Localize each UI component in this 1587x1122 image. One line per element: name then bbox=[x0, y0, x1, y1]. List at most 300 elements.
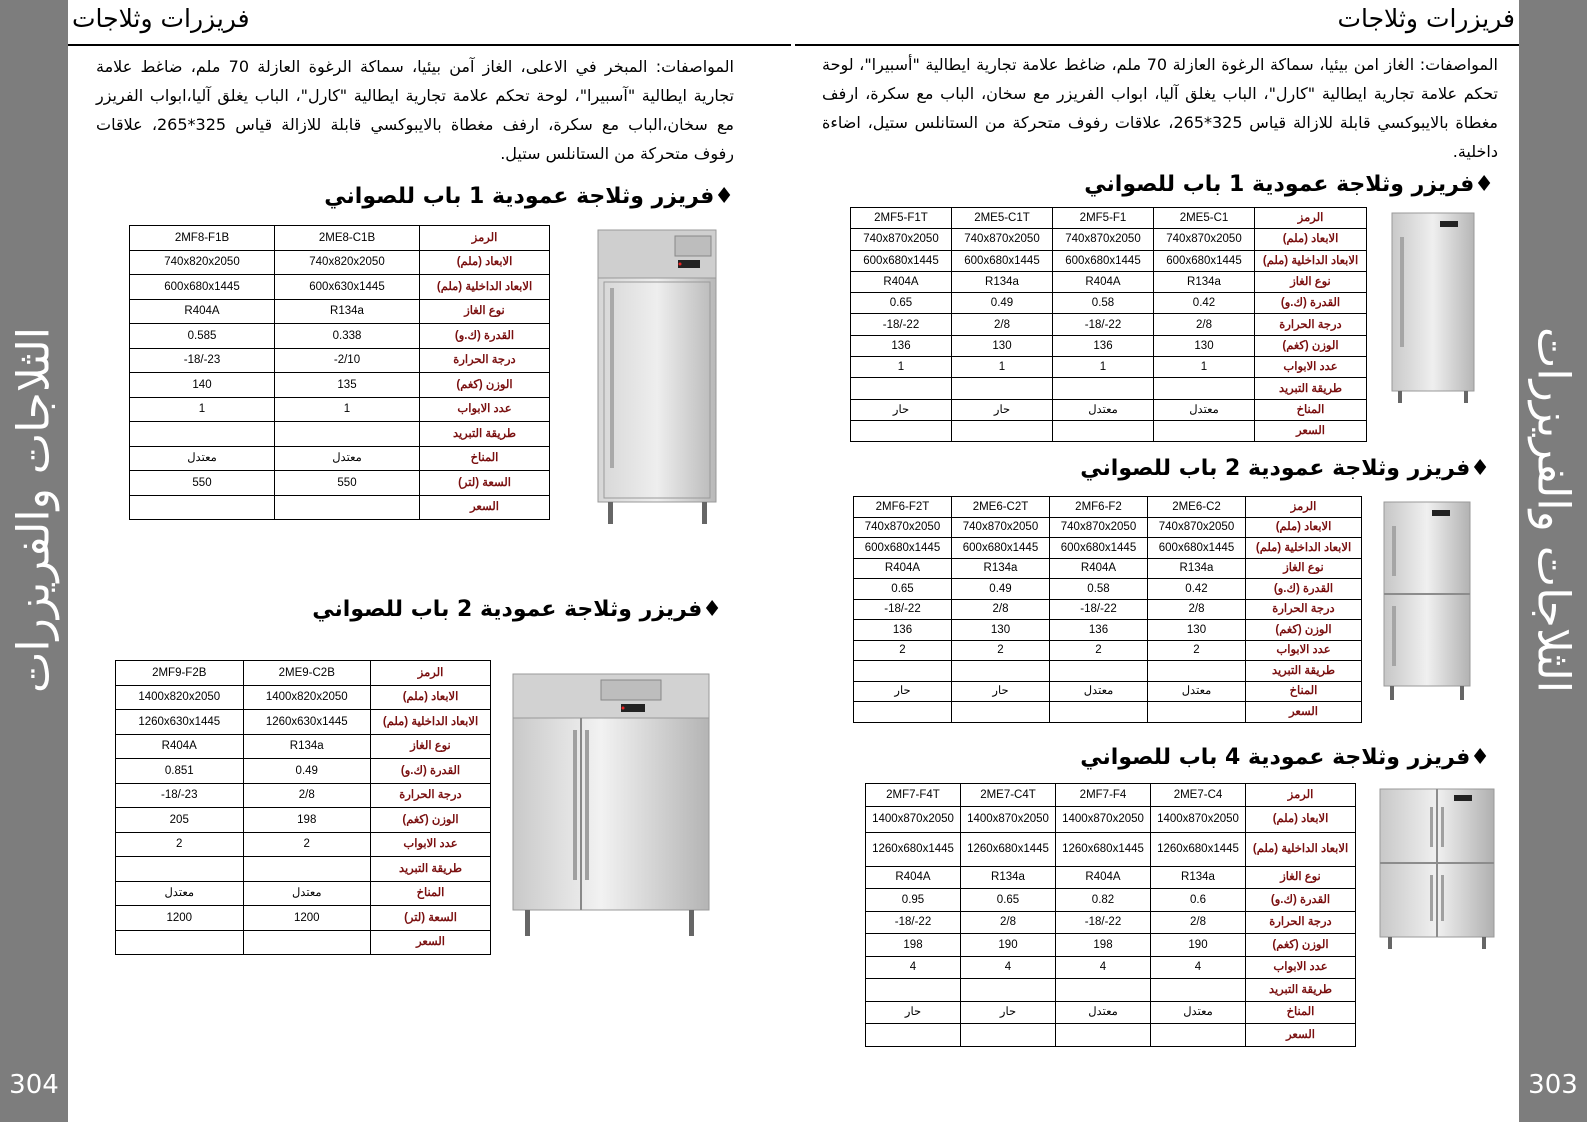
table-cell: 600x680x1445 bbox=[952, 250, 1053, 271]
table-cell: 0.58 bbox=[1053, 293, 1154, 314]
table-cell: 1 bbox=[275, 397, 420, 422]
table-cell: 135 bbox=[275, 373, 420, 398]
table-cell: 1 bbox=[952, 357, 1053, 378]
table-cell: -18/-22 bbox=[1050, 599, 1148, 620]
right-sidebar bbox=[1519, 0, 1587, 1122]
table-cell: 0.82 bbox=[1056, 889, 1151, 912]
row-label: القدرة (ك.و) bbox=[420, 324, 550, 349]
table-cell: 0.585 bbox=[130, 324, 275, 349]
table-row bbox=[854, 620, 1362, 641]
table-cell: 198 bbox=[1056, 934, 1151, 957]
table-cell bbox=[851, 420, 952, 441]
table-row bbox=[854, 517, 1362, 538]
table-cell: 2MF5-F1T bbox=[851, 208, 952, 229]
table-cell bbox=[952, 378, 1053, 399]
table-cell bbox=[130, 495, 275, 520]
row-label: درجة الحرارة bbox=[420, 348, 550, 373]
table-cell: -18/-23 bbox=[116, 783, 244, 808]
row-label: المناخ bbox=[1246, 681, 1362, 702]
table-cell: 740x870x2050 bbox=[1148, 517, 1246, 538]
table-row bbox=[851, 271, 1367, 292]
table-cell: 2ME7-C4T bbox=[961, 784, 1056, 807]
table-cell: 600x680x1445 bbox=[1148, 538, 1246, 559]
table-cell: 600x680x1445 bbox=[1050, 538, 1148, 559]
table-cell bbox=[866, 1024, 961, 1047]
row-label: درجة الحرارة bbox=[1255, 314, 1367, 335]
row-label: الابعاد الداخلية (ملم) bbox=[1246, 832, 1356, 866]
table-cell: 2MF7-F4 bbox=[1056, 784, 1151, 807]
table-cell: 740x870x2050 bbox=[854, 517, 952, 538]
table-row bbox=[866, 889, 1356, 912]
table-cell: معتدل bbox=[1053, 399, 1154, 420]
table-cell: -18/-23 bbox=[130, 348, 275, 373]
table-cell: 2ME6-C2 bbox=[1148, 497, 1246, 518]
fridge-4-door-image-right bbox=[1374, 783, 1500, 951]
table-cell bbox=[1056, 1024, 1151, 1047]
table-cell: حار bbox=[952, 399, 1053, 420]
row-label: عدد الابواب bbox=[1255, 357, 1367, 378]
table-cell: 1400x870x2050 bbox=[961, 806, 1056, 832]
table-row bbox=[851, 378, 1367, 399]
table-cell: 2ME9-C2B bbox=[243, 661, 371, 686]
right-spec-table-1 bbox=[850, 207, 1367, 442]
table-cell: 0.65 bbox=[961, 889, 1056, 912]
table-row bbox=[130, 250, 550, 275]
table-row bbox=[854, 640, 1362, 661]
table-row bbox=[866, 832, 1356, 866]
table-cell: R404A bbox=[130, 299, 275, 324]
table-cell: 2MF5-F1 bbox=[1053, 208, 1154, 229]
table-row bbox=[130, 324, 550, 349]
table-row bbox=[851, 420, 1367, 441]
table-cell: R404A bbox=[1050, 558, 1148, 579]
table-cell: 190 bbox=[1151, 934, 1246, 957]
table-cell: 2MF6-F2 bbox=[1050, 497, 1148, 518]
row-label: السعة (لتر) bbox=[371, 906, 491, 931]
table-row bbox=[854, 558, 1362, 579]
table-row bbox=[866, 979, 1356, 1002]
left-spec-table-2 bbox=[115, 660, 491, 955]
table-cell bbox=[961, 979, 1056, 1002]
table-cell: 2 bbox=[1148, 640, 1246, 661]
table-cell: -18/-22 bbox=[1053, 314, 1154, 335]
table-cell bbox=[275, 495, 420, 520]
table-cell: R404A bbox=[854, 558, 952, 579]
right-section-2-title: ♦فريزر وثلاجة عمودية 2 باب للصواني bbox=[1080, 456, 1490, 481]
right-side-title: الثلاجات والفريزرات bbox=[1527, 326, 1579, 694]
table-cell: R134a bbox=[961, 866, 1056, 889]
table-cell: -18/-22 bbox=[854, 599, 952, 620]
table-row bbox=[116, 930, 491, 955]
table-cell: 550 bbox=[130, 471, 275, 496]
table-row bbox=[116, 783, 491, 808]
table-row bbox=[854, 681, 1362, 702]
row-label: الوزن (كغم) bbox=[1246, 934, 1356, 957]
table-cell: 0.65 bbox=[854, 579, 952, 600]
row-label: نوع الغاز bbox=[1255, 271, 1367, 292]
table-row bbox=[116, 832, 491, 857]
table-cell: 1 bbox=[1154, 357, 1255, 378]
table-row bbox=[130, 275, 550, 300]
table-cell: 2/8 bbox=[1151, 911, 1246, 934]
table-row bbox=[866, 866, 1356, 889]
row-label: طريقة التبريد bbox=[371, 857, 491, 882]
table-row bbox=[854, 661, 1362, 682]
table-cell: 2ME5-C1 bbox=[1154, 208, 1255, 229]
table-cell: 740x870x2050 bbox=[851, 229, 952, 250]
table-cell: حار bbox=[851, 399, 952, 420]
table-cell: 198 bbox=[866, 934, 961, 957]
right-section-3-title: ♦فريزر وثلاجة عمودية 4 باب للصواني bbox=[1080, 745, 1490, 770]
row-label: الوزن (كغم) bbox=[1246, 620, 1362, 641]
table-cell bbox=[1148, 702, 1246, 723]
row-label: طريقة التبريد bbox=[1255, 378, 1367, 399]
table-cell: 2ME7-C4 bbox=[1151, 784, 1246, 807]
table-row bbox=[866, 1001, 1356, 1024]
table-cell: R404A bbox=[866, 866, 961, 889]
table-row bbox=[130, 495, 550, 520]
row-label: نوع الغاز bbox=[420, 299, 550, 324]
table-cell bbox=[952, 420, 1053, 441]
table-cell: R404A bbox=[851, 271, 952, 292]
table-cell bbox=[1154, 378, 1255, 399]
row-label: السعر bbox=[420, 495, 550, 520]
table-cell: R404A bbox=[116, 734, 244, 759]
right-spec-table-3 bbox=[865, 783, 1356, 1047]
row-label: عدد الابواب bbox=[420, 397, 550, 422]
right-spec-table-2 bbox=[853, 496, 1362, 723]
left-section-2-title: ♦فريزر وثلاجة عمودية 2 باب للصواني bbox=[312, 597, 722, 622]
table-cell bbox=[854, 661, 952, 682]
table-cell: 740x870x2050 bbox=[1154, 229, 1255, 250]
table-cell: 0.6 bbox=[1151, 889, 1246, 912]
table-row bbox=[866, 806, 1356, 832]
row-label: القدرة (ك.و) bbox=[1246, 889, 1356, 912]
table-cell bbox=[1148, 661, 1246, 682]
table-row bbox=[130, 373, 550, 398]
table-row bbox=[851, 399, 1367, 420]
table-cell: 2MF8-F1B bbox=[130, 226, 275, 251]
table-cell: 130 bbox=[952, 335, 1053, 356]
row-label: القدرة (ك.و) bbox=[371, 759, 491, 784]
fridge-1-door-image-left bbox=[580, 222, 720, 534]
table-cell: معتدل bbox=[1154, 399, 1255, 420]
fridge-2-door-image-right bbox=[1372, 496, 1484, 704]
table-cell: 740x870x2050 bbox=[1053, 229, 1154, 250]
table-cell: 600x680x1445 bbox=[952, 538, 1050, 559]
table-row bbox=[116, 685, 491, 710]
table-cell: معتدل bbox=[1050, 681, 1148, 702]
row-label: عدد الابواب bbox=[1246, 640, 1362, 661]
table-cell: 1260x630x1445 bbox=[243, 710, 371, 735]
table-cell: 1400x870x2050 bbox=[1056, 806, 1151, 832]
left-spec-text: المواصفات: المبخر في الاعلى، الغاز آمن بيئيا، سماكة الرغوة العازلة 70 ملم، ضاغط علامة تجارية ايطالية "آسبيرا"، لوحة تحكم علامة تجارية ايطالية "كارل"، الباب يغلق آليا،ابواب الفريزر مع سخان،الباب مع سكرة، ارفف مغطاة بالايبوكسي قابلة للازالة قياس 325*265، علاقات رفوف متحركة من الستانلس ستيل. bbox=[96, 57, 734, 163]
table-row bbox=[130, 299, 550, 324]
table-row bbox=[851, 250, 1367, 271]
table-cell: 4 bbox=[1056, 956, 1151, 979]
table-cell: 1400x870x2050 bbox=[1151, 806, 1246, 832]
table-cell: R134a bbox=[952, 271, 1053, 292]
table-cell: حار bbox=[952, 681, 1050, 702]
table-cell: 136 bbox=[1050, 620, 1148, 641]
table-cell: R134a bbox=[1151, 866, 1246, 889]
table-row bbox=[851, 314, 1367, 335]
table-cell: 136 bbox=[854, 620, 952, 641]
left-side-title: الثلاجات والفريزرات bbox=[8, 326, 60, 694]
table-cell: 0.338 bbox=[275, 324, 420, 349]
table-cell bbox=[851, 378, 952, 399]
table-cell bbox=[1050, 661, 1148, 682]
table-row bbox=[116, 857, 491, 882]
left-page-header: فريزرات وثلاجات bbox=[72, 4, 250, 33]
row-label: نوع الغاز bbox=[371, 734, 491, 759]
table-row bbox=[851, 208, 1367, 229]
table-row bbox=[130, 348, 550, 373]
table-row bbox=[130, 422, 550, 447]
page-number-left: 304 bbox=[9, 1070, 59, 1100]
table-cell: 2ME6-C2T bbox=[952, 497, 1050, 518]
table-cell: R134a bbox=[243, 734, 371, 759]
row-label: طريقة التبريد bbox=[420, 422, 550, 447]
table-row bbox=[854, 599, 1362, 620]
table-cell: 600x680x1445 bbox=[130, 275, 275, 300]
table-cell bbox=[1053, 378, 1154, 399]
table-cell: 0.95 bbox=[866, 889, 961, 912]
table-cell: R134a bbox=[952, 558, 1050, 579]
table-cell: 740x820x2050 bbox=[130, 250, 275, 275]
table-cell bbox=[952, 661, 1050, 682]
table-row bbox=[116, 734, 491, 759]
table-row bbox=[116, 906, 491, 931]
table-row bbox=[851, 335, 1367, 356]
table-cell: 140 bbox=[130, 373, 275, 398]
row-label: الرمز bbox=[1246, 784, 1356, 807]
table-cell: 136 bbox=[851, 335, 952, 356]
table-row bbox=[866, 1024, 1356, 1047]
table-cell: 1 bbox=[851, 357, 952, 378]
row-label: الرمز bbox=[1246, 497, 1362, 518]
table-cell: -18/-22 bbox=[866, 911, 961, 934]
table-row bbox=[116, 759, 491, 784]
table-cell: 0.49 bbox=[243, 759, 371, 784]
table-row bbox=[854, 702, 1362, 723]
right-spec-text: المواصفات: الغاز امن بيئيا، سماكة الرغوة العازلة 70 ملم، ضاغط علامة تجارية ايطالية "أسبيرا"، لوحة تحكم علامة تجارية ايطالية "كارل"، الباب يغلق آليا، ابواب الفريزر مع سخان، الباب مع سكرة، ارفف مغطاة بالايبوكسي قابلة للازالة قياس 325*265، علاقات رفوف متحركة من الستانلس ستيل، اضاءة داخلية. bbox=[822, 55, 1499, 161]
table-cell: 136 bbox=[1053, 335, 1154, 356]
row-label: نوع الغاز bbox=[1246, 866, 1356, 889]
table-cell: 130 bbox=[1148, 620, 1246, 641]
row-label: السعر bbox=[371, 930, 491, 955]
row-label: السعر bbox=[1246, 702, 1362, 723]
table-cell bbox=[116, 857, 244, 882]
table-cell: 0.58 bbox=[1050, 579, 1148, 600]
table-cell bbox=[1151, 979, 1246, 1002]
table-cell bbox=[1050, 702, 1148, 723]
table-cell: معتدل bbox=[1148, 681, 1246, 702]
table-cell: معتدل bbox=[1151, 1001, 1246, 1024]
table-cell: 0.49 bbox=[952, 293, 1053, 314]
table-cell: 600x680x1445 bbox=[1053, 250, 1154, 271]
table-cell: 198 bbox=[243, 808, 371, 833]
table-cell: معتدل bbox=[116, 881, 244, 906]
row-label: الرمز bbox=[420, 226, 550, 251]
table-cell: 130 bbox=[1154, 335, 1255, 356]
table-cell bbox=[130, 422, 275, 447]
table-cell bbox=[243, 930, 371, 955]
table-cell: 0.851 bbox=[116, 759, 244, 784]
table-cell bbox=[952, 702, 1050, 723]
table-cell: حار bbox=[866, 1001, 961, 1024]
table-cell: 4 bbox=[961, 956, 1056, 979]
row-label: القدرة (ك.و) bbox=[1246, 579, 1362, 600]
row-label: درجة الحرارة bbox=[1246, 599, 1362, 620]
table-row bbox=[866, 911, 1356, 934]
table-cell: 2/8 bbox=[952, 314, 1053, 335]
table-cell: 130 bbox=[952, 620, 1050, 641]
table-cell: 2MF7-F4T bbox=[866, 784, 961, 807]
table-cell: معتدل bbox=[1056, 1001, 1151, 1024]
table-cell bbox=[1154, 420, 1255, 441]
row-label: القدرة (ك.و) bbox=[1255, 293, 1367, 314]
table-cell: 740x870x2050 bbox=[952, 517, 1050, 538]
table-cell: 1260x630x1445 bbox=[116, 710, 244, 735]
row-label: الوزن (كغم) bbox=[371, 808, 491, 833]
left-spec-table-1 bbox=[129, 225, 550, 520]
table-cell: -18/-22 bbox=[851, 314, 952, 335]
table-cell: R134a bbox=[1148, 558, 1246, 579]
table-cell: حار bbox=[854, 681, 952, 702]
table-row bbox=[866, 934, 1356, 957]
row-label: الابعاد (ملم) bbox=[1255, 229, 1367, 250]
table-cell: 600x680x1445 bbox=[851, 250, 952, 271]
table-row bbox=[854, 579, 1362, 600]
table-row bbox=[854, 538, 1362, 559]
left-header-rule bbox=[68, 44, 791, 46]
table-cell: 600x630x1445 bbox=[275, 275, 420, 300]
table-cell: 600x680x1445 bbox=[854, 538, 952, 559]
table-cell: 0.65 bbox=[851, 293, 952, 314]
table-cell: 2 bbox=[1050, 640, 1148, 661]
table-cell: 550 bbox=[275, 471, 420, 496]
table-cell: R404A bbox=[1053, 271, 1154, 292]
table-cell: حار bbox=[961, 1001, 1056, 1024]
row-label: الابعاد الداخلية (ملم) bbox=[1246, 538, 1362, 559]
table-row bbox=[851, 229, 1367, 250]
table-cell: R134a bbox=[275, 299, 420, 324]
table-cell: 1400x820x2050 bbox=[116, 685, 244, 710]
table-cell: 2 bbox=[854, 640, 952, 661]
table-row bbox=[130, 471, 550, 496]
table-cell: 1260x680x1445 bbox=[1056, 832, 1151, 866]
page-number-right: 303 bbox=[1528, 1070, 1578, 1100]
row-label: المناخ bbox=[371, 881, 491, 906]
table-cell: 2MF6-F2T bbox=[854, 497, 952, 518]
table-cell: -18/-22 bbox=[1056, 911, 1151, 934]
row-label: نوع الغاز bbox=[1246, 558, 1362, 579]
table-cell bbox=[1056, 979, 1151, 1002]
table-row bbox=[116, 881, 491, 906]
table-cell bbox=[1053, 420, 1154, 441]
table-cell: 2 bbox=[243, 832, 371, 857]
row-label: الابعاد الداخلية (ملم) bbox=[1255, 250, 1367, 271]
row-label: السعر bbox=[1255, 420, 1367, 441]
table-row bbox=[851, 357, 1367, 378]
row-label: الابعاد (ملم) bbox=[420, 250, 550, 275]
row-label: درجة الحرارة bbox=[1246, 911, 1356, 934]
table-cell: 2/8 bbox=[243, 783, 371, 808]
table-cell: معتدل bbox=[275, 446, 420, 471]
table-cell: 1400x820x2050 bbox=[243, 685, 371, 710]
table-row bbox=[866, 784, 1356, 807]
row-label: عدد الابواب bbox=[1246, 956, 1356, 979]
table-cell: 740x870x2050 bbox=[1050, 517, 1148, 538]
row-label: الابعاد الداخلية (ملم) bbox=[371, 710, 491, 735]
row-label: طريقة التبريد bbox=[1246, 979, 1356, 1002]
table-cell: 1 bbox=[130, 397, 275, 422]
table-cell: معتدل bbox=[243, 881, 371, 906]
table-cell: 2 bbox=[116, 832, 244, 857]
left-sidebar bbox=[0, 0, 68, 1122]
table-cell: R404A bbox=[1056, 866, 1151, 889]
row-label: السعر bbox=[1246, 1024, 1356, 1047]
table-cell: 740x870x2050 bbox=[952, 229, 1053, 250]
table-cell bbox=[961, 1024, 1056, 1047]
table-row bbox=[851, 293, 1367, 314]
table-cell: 1260x680x1445 bbox=[1151, 832, 1246, 866]
row-label: الرمز bbox=[1255, 208, 1367, 229]
table-cell: R134a bbox=[1154, 271, 1255, 292]
table-cell: 1200 bbox=[116, 906, 244, 931]
table-cell bbox=[275, 422, 420, 447]
table-cell: 1400x870x2050 bbox=[866, 806, 961, 832]
table-cell bbox=[1151, 1024, 1246, 1047]
row-label: المناخ bbox=[1246, 1001, 1356, 1024]
table-cell bbox=[243, 857, 371, 882]
row-label: الوزن (كغم) bbox=[1255, 335, 1367, 356]
table-cell: 740x820x2050 bbox=[275, 250, 420, 275]
row-label: الابعاد الداخلية (ملم) bbox=[420, 275, 550, 300]
table-row bbox=[130, 446, 550, 471]
table-row bbox=[854, 497, 1362, 518]
row-label: الابعاد (ملم) bbox=[1246, 517, 1362, 538]
table-cell: 2/8 bbox=[1154, 314, 1255, 335]
row-label: الابعاد (ملم) bbox=[371, 685, 491, 710]
right-header-rule bbox=[795, 44, 1519, 46]
table-cell: 2/8 bbox=[961, 911, 1056, 934]
left-section-1-title: ♦فريزر وثلاجة عمودية 1 باب للصواني bbox=[324, 184, 734, 209]
table-cell: 1260x680x1445 bbox=[961, 832, 1056, 866]
row-label: السعة (لتر) bbox=[420, 471, 550, 496]
table-cell: 4 bbox=[1151, 956, 1246, 979]
table-cell: 2ME5-C1T bbox=[952, 208, 1053, 229]
row-label: الابعاد (ملم) bbox=[1246, 806, 1356, 832]
table-row bbox=[866, 956, 1356, 979]
table-row bbox=[130, 226, 550, 251]
table-cell: 2 bbox=[952, 640, 1050, 661]
table-cell bbox=[854, 702, 952, 723]
table-cell: 600x680x1445 bbox=[1154, 250, 1255, 271]
table-row bbox=[130, 397, 550, 422]
fridge-1-door-image-right bbox=[1382, 207, 1484, 407]
table-cell: 0.49 bbox=[952, 579, 1050, 600]
table-cell: معتدل bbox=[130, 446, 275, 471]
row-label: الوزن (كغم) bbox=[420, 373, 550, 398]
table-cell: -2/10 bbox=[275, 348, 420, 373]
table-cell bbox=[116, 930, 244, 955]
table-cell bbox=[866, 979, 961, 1002]
row-label: درجة الحرارة bbox=[371, 783, 491, 808]
fridge-2-door-image-left bbox=[501, 660, 715, 940]
table-cell: 0.42 bbox=[1148, 579, 1246, 600]
